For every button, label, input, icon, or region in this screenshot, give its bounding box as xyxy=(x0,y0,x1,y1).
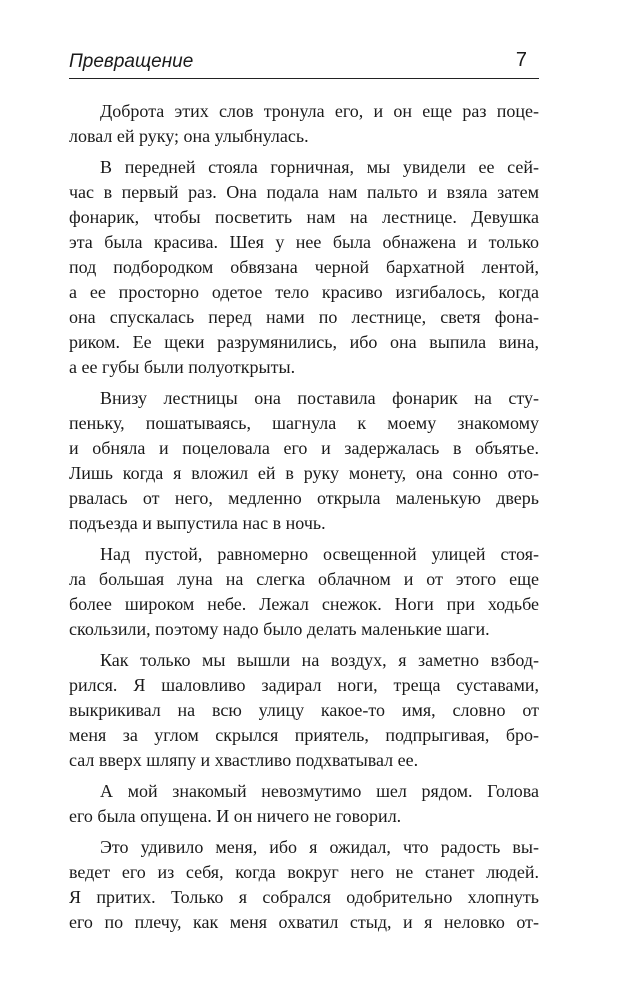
text-line: Как только мы вышли на воздух, я заметно взбод- xyxy=(100,650,539,670)
text-line: Над пустой, равномерно освещенной улицей стоя- xyxy=(100,544,539,564)
text-line: и обняла и поцеловала его и задержалась в объятье. xyxy=(69,438,539,458)
text-line: подъезда и выпустила нас в ночь. xyxy=(69,513,326,533)
text-line: Лишь когда я вложил ей в руку монету, она сонно ото- xyxy=(69,463,539,483)
paragraph xyxy=(69,542,539,642)
text-line: а ее просторно одетое тело красиво изгибалось, когда xyxy=(69,282,539,302)
text-line: ловал ей руку; она улыбнулась. xyxy=(69,126,309,146)
text-line: под подбородком обвязана черной бархатной лентой, xyxy=(69,257,539,277)
paragraph xyxy=(69,779,539,829)
text-line: Это удивило меня, ибо я ожидал, что радость вы- xyxy=(100,837,539,857)
paragraph xyxy=(69,648,539,773)
text-line: ведет его из себя, когда вокруг него не станет людей. xyxy=(69,862,539,882)
body-text xyxy=(69,99,539,941)
paragraph xyxy=(69,835,539,935)
text-line: ла большая луна на слегка облачном и от этого еще xyxy=(69,569,539,589)
text-line: рился. Я шаловливо задирал ноги, треща суставами, xyxy=(69,675,539,695)
text-line: В передней стояла горничная, мы увидели ее сей- xyxy=(100,157,539,177)
text-line: Доброта этих слов тронула его, и он еще раз поце- xyxy=(100,101,539,121)
running-header xyxy=(69,50,539,79)
text-line: фонарик, чтобы посветить нам на лестнице. Девушка xyxy=(69,207,539,227)
text-line: рвалась от него, медленно открыла маленькую дверь xyxy=(69,488,539,508)
paragraph xyxy=(69,386,539,536)
text-line: час в первый раз. Она подала нам пальто и взяла затем xyxy=(69,182,539,202)
text-line: его по плечу, как меня охватил стыд, и я неловко от- xyxy=(69,912,539,932)
running-title: Превращение xyxy=(69,51,194,72)
text-line: риком. Ее щеки разрумянились, ибо она выпила вина, xyxy=(69,332,539,352)
text-line: пеньку, пошатываясь, шагнула к моему знакомому xyxy=(69,413,539,433)
text-line: эта была красива. Шея у нее была обнажена и только xyxy=(69,232,539,252)
text-line: Я притих. Только я собрался одобрительно хлопнуть xyxy=(69,887,539,907)
text-line: меня за углом скрылся приятель, подпрыгивая, бро- xyxy=(69,725,539,745)
text-line: она спускалась перед нами по лестнице, светя фона- xyxy=(69,307,539,327)
page-number: 7 xyxy=(515,49,527,71)
text-line: его была опущена. И он ничего не говорил. xyxy=(69,806,402,826)
text-line: более широком небе. Лежал снежок. Ноги при ходьбе xyxy=(69,594,539,614)
text-line: сал вверх шляпу и хвастливо подхватывал ее. xyxy=(69,750,419,770)
text-line: Внизу лестницы она поставила фонарик на сту- xyxy=(100,388,539,408)
text-line: а ее губы были полуоткрыты. xyxy=(69,357,296,377)
text-line: А мой знакомый невозмутимо шел рядом. Голова xyxy=(100,781,539,801)
paragraph xyxy=(69,99,539,149)
paragraph xyxy=(69,155,539,380)
text-line: выкрикивал на всю улицу какое-то имя, словно от xyxy=(69,700,539,720)
text-line: скользили, поэтому надо было делать маленькие шаги. xyxy=(69,619,490,639)
